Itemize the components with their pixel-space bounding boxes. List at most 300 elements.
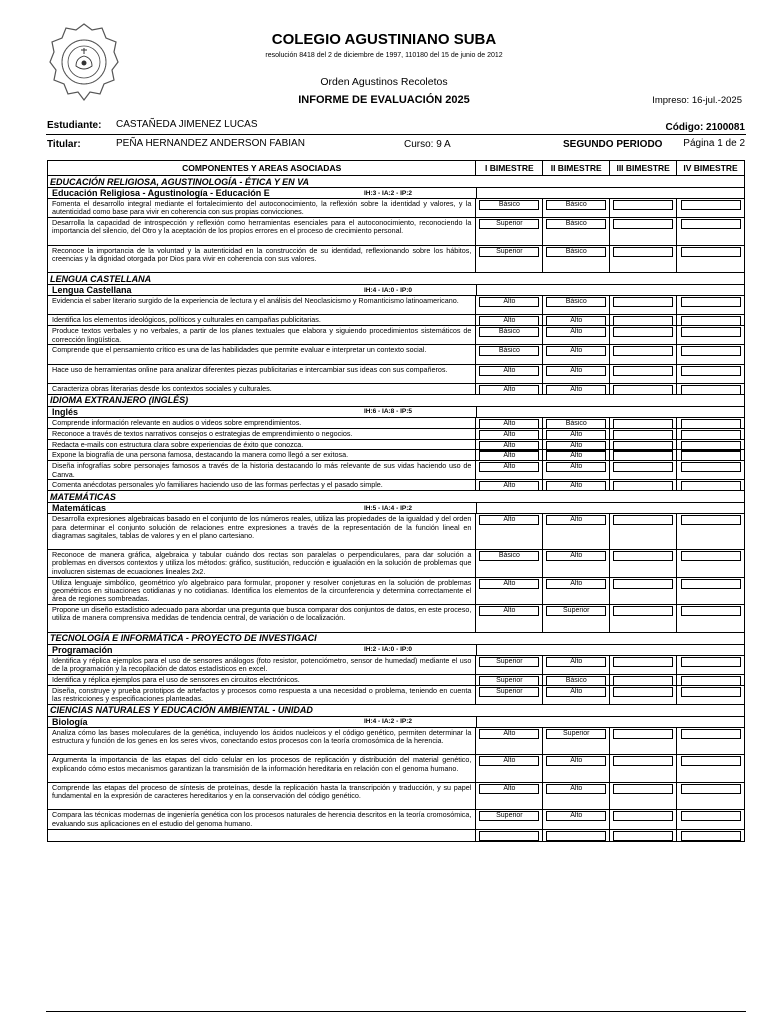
grade-cell-bimestre-3	[610, 440, 677, 450]
grade-box-bimestre-3	[613, 441, 673, 451]
grade-box-bimestre-2: Básico	[546, 200, 606, 210]
grade-box-bimestre-1: Alto	[479, 316, 539, 326]
grade-box-bimestre-4	[681, 219, 741, 229]
grade-cell-bimestre-2	[543, 578, 610, 605]
grade-box-bimestre-3	[613, 366, 673, 376]
order-name: Orden Agustinos Recoletos	[320, 76, 448, 88]
grade-box-bimestre-1: Alto	[479, 451, 539, 461]
subject-hours: IH:4 - IA:0 - IP:0	[363, 286, 412, 294]
grade-box-bimestre-4	[681, 551, 741, 561]
subject-hours: IH:2 - IA:0 - IP:0	[363, 646, 412, 654]
grade-cell-bimestre-3	[610, 675, 677, 685]
grade-box-bimestre-2: Alto	[546, 811, 606, 821]
grade-cell-bimestre-2	[543, 686, 610, 704]
grade-box-bimestre-2: Alto	[546, 385, 606, 395]
subject-filler	[477, 717, 744, 727]
grade-box-bimestre-1: Superior	[479, 687, 539, 697]
grade-cell-bimestre-1	[476, 783, 543, 810]
grade-cell-bimestre-2	[543, 199, 610, 217]
grade-box-bimestre-1: Superior	[479, 811, 539, 821]
grade-box-bimestre-4	[681, 316, 741, 326]
grade-box-bimestre-4	[681, 811, 741, 821]
subject-row	[47, 407, 745, 418]
area-name: LENGUA CASTELLANA	[50, 273, 152, 284]
grade-box-bimestre-1: Básico	[479, 200, 539, 210]
page-number: Página 1 de 2	[683, 138, 745, 149]
grade-box-bimestre-2: Alto	[546, 756, 606, 766]
grade-cell-bimestre-3	[610, 315, 677, 325]
grade-cell-bimestre-4	[677, 218, 744, 245]
grade-cell-bimestre-4	[677, 550, 744, 577]
indicator-text: Identifica los elementos ideológicos, políticos y culturales en campañas publicitarias.	[48, 315, 476, 325]
grade-cell-bimestre-2	[543, 675, 610, 685]
resolution-text: resolución 8418 del 2 de diciembre de 1997, 110180 del 15 de junio de 2012	[265, 52, 503, 59]
student-code: Código: 2100081	[665, 122, 745, 133]
grade-box-bimestre-4	[681, 200, 741, 210]
empty-table-row	[47, 830, 745, 842]
grade-box-bimestre-4	[681, 385, 741, 395]
subject-row	[47, 645, 745, 656]
header-bimestre-4: IV BIMESTRE	[683, 163, 738, 173]
grade-box-bimestre-3	[613, 346, 673, 356]
table-row	[47, 755, 745, 783]
indicator-text: Comenta anécdotas personales y/o familiares haciendo uso de las formas perfectas y el pasado simple.	[48, 480, 476, 490]
indicator-text: Desarrolla expresiones algebraicas basado en el conjunto de los números reales, utiliza las propiedades de la igualdad y del orden para determinar el conjunto solución de relaciones entre expresiones a través de la representación de la función lineal en diagramas sagitales, tablas de valores y en el plano cartesiano.	[48, 514, 476, 549]
table-row	[47, 418, 745, 429]
indicator-text: Hace uso de herramientas online para analizar diferentes piezas publicitarias e intercambiar sus ideas con sus compañeros.	[48, 365, 476, 383]
subject-name: Programación	[52, 644, 113, 655]
indicator-text: Comprende que el pensamiento crítico es una de las habilidades que permite evaluar e interpretar un contexto social.	[48, 345, 476, 363]
grade-cell-bimestre-2	[543, 326, 610, 344]
indicator-text: Comprende las etapas del proceso de síntesis de proteínas, desde la replicación hasta la transcripción y traducción, y su papel fundamental en la expresión de caracteres hereditarios y en la conservación del código genético.	[48, 783, 476, 810]
grade-box-bimestre-4	[681, 579, 741, 589]
subject-hours: IH:5 - IA:4 - IP:2	[363, 504, 412, 512]
grade-box-bimestre-3	[613, 481, 673, 491]
grade-box-bimestre-1: Alto	[479, 515, 539, 525]
grade-cell-bimestre-1	[476, 675, 543, 685]
grade-cell-bimestre-4	[677, 418, 744, 428]
grade-cell-bimestre-4	[677, 480, 744, 490]
empty-grade-box-4	[681, 831, 741, 841]
subject-name: Lengua Castellana	[52, 285, 132, 296]
subject-cell	[48, 645, 477, 655]
grade-cell-bimestre-4	[677, 755, 744, 782]
grade-box-bimestre-2: Alto	[546, 327, 606, 337]
grade-box-bimestre-3	[613, 784, 673, 794]
grade-cell-bimestre-3	[610, 384, 677, 394]
grade-cell-bimestre-3	[610, 365, 677, 383]
grade-cell-bimestre-4	[677, 450, 744, 460]
grade-box-bimestre-2: Alto	[546, 784, 606, 794]
header-bimestre-2: II BIMESTRE	[543, 161, 610, 175]
grade-box-bimestre-4	[681, 515, 741, 525]
grade-box-bimestre-3	[613, 219, 673, 229]
grade-cell-bimestre-1	[476, 326, 543, 344]
subject-hours: IH:6 - IA:8 - IP:5	[363, 408, 412, 416]
area-name: CIENCIAS NATURALES Y EDUCACIÓN AMBIENTAL - UNIDAD	[50, 705, 313, 716]
grade-cell-bimestre-4	[677, 345, 744, 363]
grade-cell-bimestre-4	[677, 514, 744, 549]
grade-cell-bimestre-1	[476, 755, 543, 782]
table-row	[47, 384, 745, 395]
subject-row	[47, 717, 745, 728]
grade-cell-bimestre-2	[543, 656, 610, 674]
grade-box-bimestre-1: Alto	[479, 481, 539, 491]
grade-cell-bimestre-1	[476, 296, 543, 314]
grade-cell-bimestre-4	[677, 326, 744, 344]
subject-hours: IH:4 - IA:2 - IP:2	[363, 718, 412, 726]
grade-cell-bimestre-2	[543, 810, 610, 828]
grade-cell-bimestre-3	[610, 686, 677, 704]
grade-cell-bimestre-3	[610, 728, 677, 755]
empty-grade-cell-2	[543, 830, 610, 841]
grade-cell-bimestre-4	[677, 656, 744, 674]
grade-cell-bimestre-2	[543, 365, 610, 383]
indicator-text: Propone un diseño estadístico adecuado para abordar una pregunta que busca comparar dos conjuntos de datos, en este proceso, utiliza de manera comprensiva medidas de tendencia central, de variación o de localización.	[48, 605, 476, 632]
indicator-text: Reconoce la importancia de la voluntad y la autenticidad en la construcción de su identidad, reflexionando sobre los hábitos, creencias y la dignidad otorgada por Dios para vivir en coherencia con sus valores.	[48, 246, 476, 273]
grade-cell-bimestre-4	[677, 783, 744, 810]
grade-cell-bimestre-3	[610, 514, 677, 549]
grade-cell-bimestre-1	[476, 418, 543, 428]
period-label: SEGUNDO PERIODO	[563, 139, 663, 150]
grade-box-bimestre-4	[681, 441, 741, 451]
grade-box-bimestre-2: Básico	[546, 219, 606, 229]
grade-box-bimestre-2: Alto	[546, 462, 606, 472]
grade-box-bimestre-1: Superior	[479, 676, 539, 686]
grade-box-bimestre-4	[681, 327, 741, 337]
grade-cell-bimestre-2	[543, 550, 610, 577]
grade-box-bimestre-4	[681, 687, 741, 697]
grade-box-bimestre-3	[613, 606, 673, 616]
subject-cell	[48, 717, 477, 727]
table-row	[47, 675, 745, 686]
titular-name: PEÑA HERNANDEZ ANDERSON FABIAN	[116, 138, 305, 149]
subject-filler	[477, 407, 744, 417]
grade-box-bimestre-4	[681, 756, 741, 766]
grade-box-bimestre-4	[681, 419, 741, 429]
grade-box-bimestre-1: Alto	[479, 385, 539, 395]
table-row	[47, 605, 745, 633]
grade-box-bimestre-3	[613, 430, 673, 440]
empty-grade-cell-4	[677, 830, 744, 841]
grade-box-bimestre-4	[681, 430, 741, 440]
table-row	[47, 461, 745, 480]
grade-cell-bimestre-1	[476, 480, 543, 490]
table-row	[47, 550, 745, 578]
grade-box-bimestre-2: Básico	[546, 419, 606, 429]
grade-box-bimestre-2: Alto	[546, 441, 606, 451]
grade-box-bimestre-3	[613, 811, 673, 821]
subject-row	[47, 285, 745, 296]
subject-name: Inglés	[52, 406, 79, 417]
table-row	[47, 315, 745, 326]
divider-line	[46, 134, 746, 135]
grade-cell-bimestre-1	[476, 429, 543, 439]
indicator-text: Reconoce de manera gráfica, algebraica y tabular cuándo dos rectas son paralelas o perpendiculares, para dar solución a problemas en diversos contextos y utiliza los métodos: gráfico, sustitución, reducción e igualación en la solución de problemas que involucren sistemas de ecuaciones lineales 2x2.	[48, 550, 476, 577]
grade-cell-bimestre-3	[610, 461, 677, 479]
grade-box-bimestre-2: Alto	[546, 346, 606, 356]
grade-cell-bimestre-3	[610, 326, 677, 344]
grade-box-bimestre-3	[613, 515, 673, 525]
grade-cell-bimestre-4	[677, 315, 744, 325]
grade-box-bimestre-3	[613, 462, 673, 472]
area-row	[47, 705, 745, 717]
area-name: IDIOMA EXTRANJERO (INGLÉS)	[50, 395, 189, 406]
grade-cell-bimestre-2	[543, 728, 610, 755]
indicator-text: Compara las técnicas modernas de ingeniería genética con los procesos naturales de herencia descritos en la teoría cromosómica, evaluando sus aplicaciones en el estudio del genoma humano.	[48, 810, 476, 828]
indicator-text: Produce textos verbales y no verbales, a partir de los planes textuales que elabora y siguiendo procedimientos sistemáticos de corrección lingüística.	[48, 326, 476, 344]
table-row	[47, 440, 745, 451]
table-row	[47, 656, 745, 675]
grade-cell-bimestre-2	[543, 450, 610, 460]
table-row	[47, 345, 745, 364]
grade-cell-bimestre-4	[677, 199, 744, 217]
grade-box-bimestre-3	[613, 247, 673, 257]
grade-cell-bimestre-2	[543, 480, 610, 490]
grade-cell-bimestre-4	[677, 429, 744, 439]
titular-label: Titular:	[47, 139, 81, 150]
grade-cell-bimestre-1	[476, 550, 543, 577]
subject-name: Matemáticas	[52, 503, 107, 514]
subject-cell	[48, 188, 477, 198]
grade-cell-bimestre-1	[476, 218, 543, 245]
grade-box-bimestre-1: Superior	[479, 247, 539, 257]
grade-cell-bimestre-1	[476, 440, 543, 450]
grade-box-bimestre-3	[613, 756, 673, 766]
subject-hours: IH:3 - IA:2 - IP:2	[363, 189, 412, 197]
grade-box-bimestre-1: Alto	[479, 366, 539, 376]
table-row	[47, 514, 745, 550]
student-label: Estudiante:	[47, 120, 102, 131]
subject-cell	[48, 285, 477, 295]
grade-cell-bimestre-4	[677, 461, 744, 479]
grade-cell-bimestre-2	[543, 514, 610, 549]
grade-cell-bimestre-2	[543, 296, 610, 314]
grade-box-bimestre-3	[613, 676, 673, 686]
grade-cell-bimestre-4	[677, 686, 744, 704]
table-row	[47, 218, 745, 246]
grade-cell-bimestre-4	[677, 578, 744, 605]
grade-box-bimestre-2: Básico	[546, 247, 606, 257]
empty-grade-cell-1	[476, 830, 543, 841]
table-row	[47, 783, 745, 811]
grade-cell-bimestre-3	[610, 783, 677, 810]
table-row	[47, 480, 745, 491]
report-title: INFORME DE EVALUACIÓN 2025	[298, 94, 470, 106]
table-row	[47, 429, 745, 440]
indicator-text: Argumenta la importancia de las etapas del ciclo celular en los procesos de replicación y distribución del material genético, explicando cómo estos mecanismos garantizan la transmisión de la información hereditaria en relación con el genoma humano.	[48, 755, 476, 782]
indicator-text: Identifica y réplica ejemplos para el uso de sensores en circuitos electrónicos.	[48, 675, 476, 685]
grade-cell-bimestre-4	[677, 384, 744, 394]
empty-grade-box-2	[546, 831, 606, 841]
grade-box-bimestre-1: Básico	[479, 346, 539, 356]
grade-box-bimestre-2: Alto	[546, 551, 606, 561]
school-name: COLEGIO AGUSTINIANO SUBA	[271, 31, 497, 48]
table-row	[47, 728, 745, 756]
indicator-text: Fomenta el desarrollo integral mediante el fortalecimiento del autoconocimiento, la reflexión sobre la identidad y valores, y la autenticidad como base para vivir en coherencia con sus propias convicciones.	[48, 199, 476, 217]
grade-cell-bimestre-3	[610, 345, 677, 363]
grade-box-bimestre-1: Alto	[479, 462, 539, 472]
print-date: Impreso: 16-jul.-2025	[652, 95, 742, 106]
grade-cell-bimestre-3	[610, 810, 677, 828]
grade-cell-bimestre-3	[610, 755, 677, 782]
table-row	[47, 365, 745, 384]
grade-cell-bimestre-1	[476, 365, 543, 383]
grade-cell-bimestre-2	[543, 345, 610, 363]
grade-cell-bimestre-2	[543, 218, 610, 245]
area-name: TECNOLOGÍA E INFORMÁTICA - PROYECTO DE INVESTIGACI	[50, 633, 317, 644]
subject-name: Educación Religiosa - Agustinología - Educación E	[52, 188, 270, 198]
indicator-text: Comprende información relevante en audios o videos sobre emprendimientos.	[48, 418, 476, 428]
grade-box-bimestre-3	[613, 200, 673, 210]
subject-filler	[477, 285, 744, 295]
grade-cell-bimestre-4	[677, 296, 744, 314]
grade-box-bimestre-1: Alto	[479, 606, 539, 616]
empty-grade-box-3	[613, 831, 673, 841]
grade-cell-bimestre-2	[543, 315, 610, 325]
grade-box-bimestre-2: Superior	[546, 606, 606, 616]
grade-box-bimestre-4	[681, 462, 741, 472]
grade-cell-bimestre-1	[476, 246, 543, 273]
grade-box-bimestre-3	[613, 579, 673, 589]
grade-box-bimestre-1: Básico	[479, 551, 539, 561]
indicator-text: Reconoce a través de textos narrativos consejos o estrategias de emprendimiento o negocios.	[48, 429, 476, 439]
grade-box-bimestre-4	[681, 247, 741, 257]
empty-cell	[48, 830, 476, 841]
course-label: Curso: 9 A	[404, 139, 451, 150]
grade-cell-bimestre-3	[610, 550, 677, 577]
grade-cell-bimestre-1	[476, 514, 543, 549]
grade-cell-bimestre-3	[610, 199, 677, 217]
report-header	[0, 0, 768, 118]
grade-box-bimestre-3	[613, 316, 673, 326]
grade-box-bimestre-1: Alto	[479, 297, 539, 307]
indicator-text: Expone la biografía de una persona famosa, destacando la manera como llegó a ser exitosa.	[48, 450, 476, 460]
grade-cell-bimestre-1	[476, 728, 543, 755]
grade-cell-bimestre-2	[543, 384, 610, 394]
grade-cell-bimestre-4	[677, 605, 744, 632]
grade-box-bimestre-2: Alto	[546, 481, 606, 491]
grade-box-bimestre-1: Básico	[479, 327, 539, 337]
grade-cell-bimestre-2	[543, 605, 610, 632]
grade-box-bimestre-4	[681, 784, 741, 794]
table-row	[47, 246, 745, 274]
area-name: EDUCACIÓN RELIGIOSA, AGUSTINOLOGÍA - ÉTICA Y EN VA	[50, 176, 310, 187]
grade-cell-bimestre-3	[610, 218, 677, 245]
header-components: COMPONENTES Y AREAS ASOCIADAS	[48, 161, 476, 175]
indicator-text: Caracteriza obras literarias desde los contextos sociales y culturales.	[48, 384, 476, 394]
grade-box-bimestre-2: Alto	[546, 366, 606, 376]
indicator-text: Evidencia el saber literario surgido de la experiencia de lectura y el análisis del Neoclasicismo y Romanticismo latinoamericano.	[48, 296, 476, 314]
grade-cell-bimestre-2	[543, 429, 610, 439]
empty-grade-box-1	[479, 831, 539, 841]
grade-box-bimestre-1: Alto	[479, 441, 539, 451]
grade-cell-bimestre-1	[476, 199, 543, 217]
indicator-text: Diseña infografías sobre personajes famosos a través de la historia destacando lo más relevante de sus vidas haciendo uso de Canva.	[48, 461, 476, 479]
indicator-text: Diseña, construye y prueba prototipos de artefactos y procesos como respuesta a una necesidad o problema, teniendo en cuenta las restricciones y especificaciones planteadas.	[48, 686, 476, 704]
grade-box-bimestre-3	[613, 687, 673, 697]
indicator-text: Identifica y réplica ejemplos para el uso de sensores análogos (foto resistor, potenciómetro, sensor de humedad) mediante el uso de la programación y la recopilación de datos estadísticos en excel.	[48, 656, 476, 674]
grade-cell-bimestre-4	[677, 728, 744, 755]
header-bimestre-3: III BIMESTRE	[610, 161, 677, 175]
grade-cell-bimestre-4	[677, 365, 744, 383]
grade-box-bimestre-1: Alto	[479, 430, 539, 440]
grade-box-bimestre-3	[613, 297, 673, 307]
grade-cell-bimestre-4	[677, 810, 744, 828]
grade-cell-bimestre-1	[476, 345, 543, 363]
grade-cell-bimestre-1	[476, 461, 543, 479]
grade-box-bimestre-1: Alto	[479, 729, 539, 739]
area-row	[47, 395, 745, 407]
grade-box-bimestre-2: Superior	[546, 729, 606, 739]
grade-box-bimestre-3	[613, 451, 673, 461]
grade-box-bimestre-2: Alto	[546, 579, 606, 589]
grade-box-bimestre-3	[613, 385, 673, 395]
subject-filler	[477, 645, 744, 655]
grade-cell-bimestre-3	[610, 296, 677, 314]
grade-box-bimestre-1: Superior	[479, 657, 539, 667]
footer-line	[46, 1011, 746, 1012]
grade-cell-bimestre-3	[610, 480, 677, 490]
grade-box-bimestre-1: Superior	[479, 219, 539, 229]
indicator-text: Utiliza lenguaje simbólico, geométrico y/o algebraico para formular, proponer y resolver conjeturas en la solución de problemas geométricos en situaciones cotidianas y no cotidianas. Identifica los elementos de la circunferencia y determina correctamente el área de regiones sombreadas.	[48, 578, 476, 605]
grade-box-bimestre-2: Alto	[546, 451, 606, 461]
grade-box-bimestre-2: Alto	[546, 515, 606, 525]
grade-cell-bimestre-2	[543, 783, 610, 810]
grade-box-bimestre-1: Alto	[479, 579, 539, 589]
table-body	[47, 176, 745, 842]
table-row	[47, 199, 745, 218]
grade-box-bimestre-1: Alto	[479, 419, 539, 429]
subject-filler	[477, 188, 744, 198]
grade-box-bimestre-3	[613, 657, 673, 667]
grade-cell-bimestre-3	[610, 605, 677, 632]
grade-box-bimestre-3	[613, 729, 673, 739]
area-row	[47, 633, 745, 645]
grade-cell-bimestre-3	[610, 450, 677, 460]
grade-box-bimestre-4	[681, 481, 741, 491]
area-row	[47, 176, 745, 188]
indicator-text: Desarrolla la capacidad de introspección y reflexión como herramientas esenciales para el autoconocimiento, reconociendo la importancia del silencio, del Otro y la aceptación de los propios errores en el proceso de crecimiento personal.	[48, 218, 476, 245]
table-header-row	[47, 160, 745, 176]
grade-box-bimestre-2: Alto	[546, 430, 606, 440]
grade-cell-bimestre-3	[610, 578, 677, 605]
subject-filler	[477, 503, 744, 513]
grade-cell-bimestre-1	[476, 656, 543, 674]
grade-box-bimestre-4	[681, 657, 741, 667]
area-row	[47, 491, 745, 503]
grade-box-bimestre-2: Alto	[546, 316, 606, 326]
subject-cell	[48, 503, 477, 513]
table-row	[47, 326, 745, 345]
indicator-text: Redacta e-mails con estructura clara sobre experiencias de éxito que conozca.	[48, 440, 476, 450]
grade-box-bimestre-4	[681, 451, 741, 461]
grades-table	[47, 160, 745, 1007]
grade-cell-bimestre-3	[610, 429, 677, 439]
subject-name: Biología	[52, 716, 88, 727]
header-bimestre-1: I BIMESTRE	[476, 161, 543, 175]
grade-cell-bimestre-4	[677, 246, 744, 273]
table-row	[47, 578, 745, 606]
grade-cell-bimestre-3	[610, 656, 677, 674]
empty-grade-cell-3	[610, 830, 677, 841]
grade-box-bimestre-2: Alto	[546, 687, 606, 697]
grade-box-bimestre-4	[681, 676, 741, 686]
grade-box-bimestre-1: Alto	[479, 784, 539, 794]
subject-row	[47, 503, 745, 514]
grade-box-bimestre-2: Alto	[546, 657, 606, 667]
area-row	[47, 273, 745, 285]
